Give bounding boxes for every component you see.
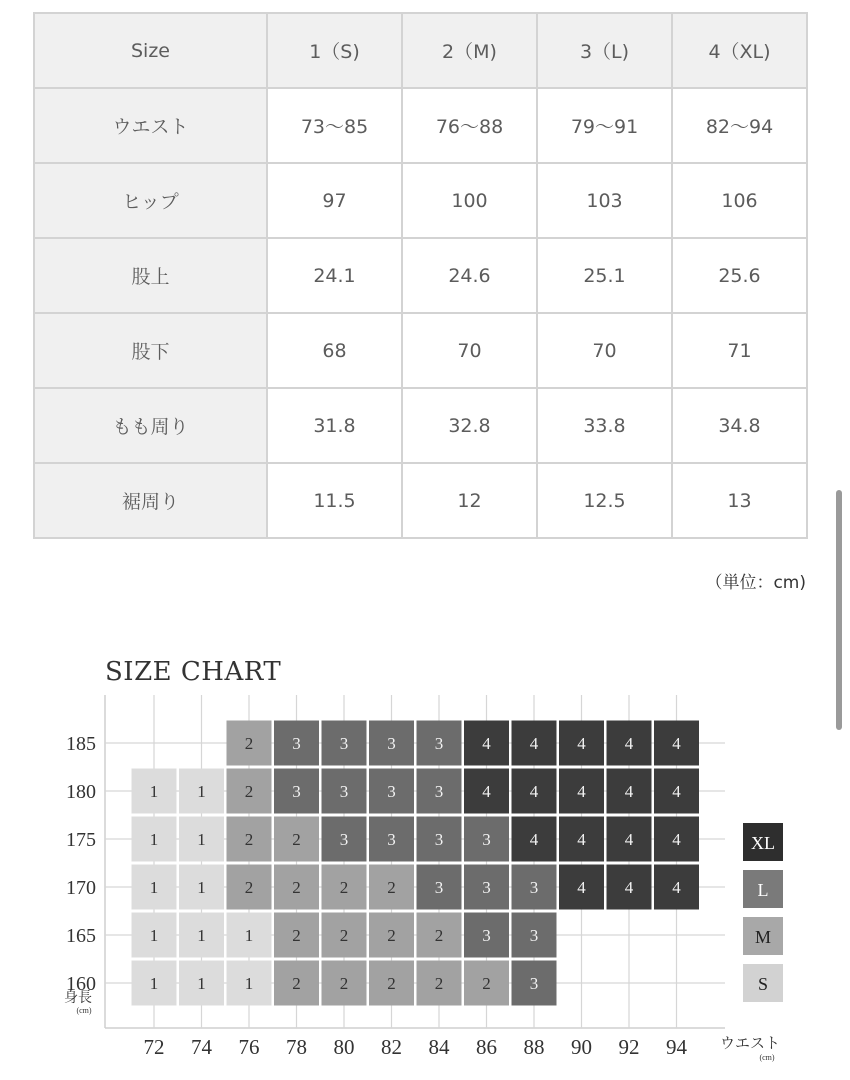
size-table — [33, 12, 808, 539]
chart-cell-label: 2 — [339, 974, 349, 993]
table-cell: 106 — [672, 163, 807, 238]
table-cell: 12.5 — [537, 463, 672, 538]
x-tick-label: 86 — [476, 1035, 497, 1059]
chart-cell-label: 4 — [482, 782, 491, 801]
chart-cell-label: 3 — [529, 926, 539, 945]
chart-cell-label: 1 — [244, 926, 254, 945]
header-size-3: 3（L) — [537, 13, 672, 88]
chart-cell-label: 4 — [624, 878, 634, 897]
x-tick-label: 90 — [571, 1035, 592, 1059]
chart-cell-label: 4 — [672, 878, 681, 897]
chart-cell-label: 3 — [292, 782, 301, 801]
row-label: 股上 — [34, 238, 267, 313]
chart-cell-label: 1 — [197, 878, 206, 897]
chart-cell-label: 2 — [434, 926, 444, 945]
header-size-label: Size — [34, 13, 267, 88]
chart-cell-label: 3 — [434, 782, 444, 801]
chart-cell-label: 2 — [339, 878, 349, 897]
row-label: 股下 — [34, 313, 267, 388]
chart-cell-label: 4 — [672, 830, 681, 849]
chart-cell-label: 4 — [624, 782, 634, 801]
scrollbar-thumb[interactable] — [836, 490, 842, 730]
table-header-row — [34, 13, 807, 88]
chart-cell-label: 4 — [672, 734, 681, 753]
chart-cell-label: 4 — [577, 830, 586, 849]
chart-cell-label: 4 — [529, 782, 539, 801]
row-label: ウエスト — [34, 88, 267, 163]
y-tick-label: 180 — [66, 781, 96, 803]
y-axis-ticks — [66, 733, 96, 995]
chart-cell-label: 3 — [434, 830, 444, 849]
chart-cell-label: 1 — [197, 782, 206, 801]
chart-cell-label: 2 — [292, 974, 301, 993]
x-tick-label: 88 — [523, 1035, 545, 1059]
chart-cell-label: 3 — [387, 734, 396, 753]
chart-cell-label: 4 — [624, 830, 634, 849]
chart-cell-label: 2 — [292, 830, 301, 849]
x-axis-unit: (cm) — [759, 1053, 775, 1062]
chart-cell-label: 1 — [149, 878, 159, 897]
x-tick-label: 72 — [143, 1035, 165, 1059]
table-cell: 31.8 — [267, 388, 402, 463]
y-axis-unit: (cm) — [76, 1006, 92, 1015]
row-label: 裾周り — [34, 463, 267, 538]
chart-cell-label: 3 — [529, 974, 539, 993]
chart-cell-label: 1 — [149, 926, 159, 945]
x-axis-label: ウエスト — [719, 1036, 781, 1052]
table-cell: 12 — [402, 463, 537, 538]
x-tick-label: 74 — [191, 1035, 212, 1059]
x-tick-label: 92 — [618, 1035, 640, 1059]
chart-cell-label: 3 — [482, 878, 491, 897]
y-tick-label: 165 — [66, 925, 96, 947]
chart-cell-label: 3 — [434, 878, 444, 897]
legend-label: M — [754, 927, 772, 947]
chart-cell-label: 2 — [434, 974, 444, 993]
table-cell: 82〜94 — [672, 88, 807, 163]
header-size-1: 1（S) — [267, 13, 402, 88]
x-axis-ticks — [144, 1035, 688, 1059]
chart-cell-label: 2 — [482, 974, 491, 993]
y-tick-label: 185 — [66, 733, 96, 755]
table-cell: 11.5 — [267, 463, 402, 538]
chart-cell-label: 3 — [339, 734, 349, 753]
chart-cell-label: 2 — [244, 734, 254, 753]
chart-cell-label: 3 — [339, 782, 349, 801]
table-cell: 97 — [267, 163, 402, 238]
chart-cell-label: 2 — [387, 926, 396, 945]
header-size-4: 4（XL) — [672, 13, 807, 88]
y-tick-label: 160 — [66, 973, 96, 995]
table-cell: 24.1 — [267, 238, 402, 313]
chart-cell-label: 2 — [292, 926, 301, 945]
x-tick-label: 94 — [666, 1035, 687, 1059]
table-cell: 71 — [672, 313, 807, 388]
chart-cell-label: 4 — [529, 734, 539, 753]
table-cell: 103 — [537, 163, 672, 238]
x-tick-label: 84 — [428, 1035, 450, 1059]
table-cell: 25.1 — [537, 238, 672, 313]
row-label: もも周り — [34, 388, 267, 463]
chart-cell-label: 3 — [434, 734, 444, 753]
header-size-2: 2（M) — [402, 13, 537, 88]
chart-legend — [743, 823, 783, 1002]
chart-cell-label: 4 — [482, 734, 491, 753]
table-cell: 34.8 — [672, 388, 807, 463]
table-cell: 13 — [672, 463, 807, 538]
chart-cell-label: 3 — [529, 878, 539, 897]
y-axis-label: 身長 — [64, 991, 92, 1006]
chart-cell-label: 1 — [149, 974, 159, 993]
table-cell: 79〜91 — [537, 88, 672, 163]
x-tick-label: 76 — [238, 1035, 260, 1059]
y-tick-label: 170 — [66, 877, 96, 899]
x-tick-label: 80 — [333, 1035, 355, 1059]
unit-note: （単位：cm) — [705, 573, 806, 593]
chart-cell-label: 3 — [482, 830, 491, 849]
table-cell: 24.6 — [402, 238, 537, 313]
table-row — [34, 163, 807, 238]
table-cell: 100 — [402, 163, 537, 238]
chart-title: SIZE CHART — [105, 657, 282, 687]
chart-cell-label: 3 — [387, 830, 396, 849]
chart-cell-label: 3 — [387, 782, 396, 801]
table-cell: 70 — [537, 313, 672, 388]
chart-cell-label: 3 — [292, 734, 301, 753]
table-cell: 76〜88 — [402, 88, 537, 163]
row-label: ヒップ — [34, 163, 267, 238]
chart-cell-label: 1 — [197, 926, 206, 945]
y-tick-label: 175 — [66, 829, 96, 851]
chart-cell-label: 4 — [529, 830, 539, 849]
table-row — [34, 238, 807, 313]
chart-cell-label: 2 — [244, 782, 254, 801]
chart-cell-label: 4 — [577, 878, 586, 897]
chart-cell-label: 3 — [482, 926, 491, 945]
chart-cell-label: 2 — [339, 926, 349, 945]
chart-cell-label: 3 — [339, 830, 349, 849]
chart-cell-label: 1 — [197, 830, 206, 849]
chart-cell-label: 2 — [387, 878, 396, 897]
chart-cell-label: 1 — [244, 974, 254, 993]
x-tick-label: 82 — [381, 1035, 402, 1059]
chart-cell-label: 4 — [577, 782, 586, 801]
size-chart — [0, 690, 850, 1080]
table-cell: 70 — [402, 313, 537, 388]
table-cell: 33.8 — [537, 388, 672, 463]
table-row — [34, 313, 807, 388]
x-tick-label: 78 — [286, 1035, 307, 1059]
chart-cell-label: 1 — [149, 782, 159, 801]
chart-cell-label: 1 — [149, 830, 159, 849]
chart-cell-label: 2 — [244, 878, 254, 897]
chart-cells — [132, 721, 700, 1006]
table-cell: 25.6 — [672, 238, 807, 313]
table-row — [34, 388, 807, 463]
legend-label: S — [757, 974, 769, 994]
table-cell: 73〜85 — [267, 88, 402, 163]
legend-label: XL — [751, 833, 775, 853]
chart-cell-label: 2 — [244, 830, 254, 849]
table-cell: 68 — [267, 313, 402, 388]
chart-cell-label: 4 — [577, 734, 586, 753]
table-cell: 32.8 — [402, 388, 537, 463]
chart-cell-label: 4 — [624, 734, 634, 753]
chart-cell-label: 2 — [387, 974, 396, 993]
legend-label: L — [757, 880, 769, 900]
chart-cell-label: 1 — [197, 974, 206, 993]
table-row — [34, 463, 807, 538]
chart-cell-label: 2 — [292, 878, 301, 897]
chart-cell-label: 4 — [672, 782, 681, 801]
table-row — [34, 88, 807, 163]
